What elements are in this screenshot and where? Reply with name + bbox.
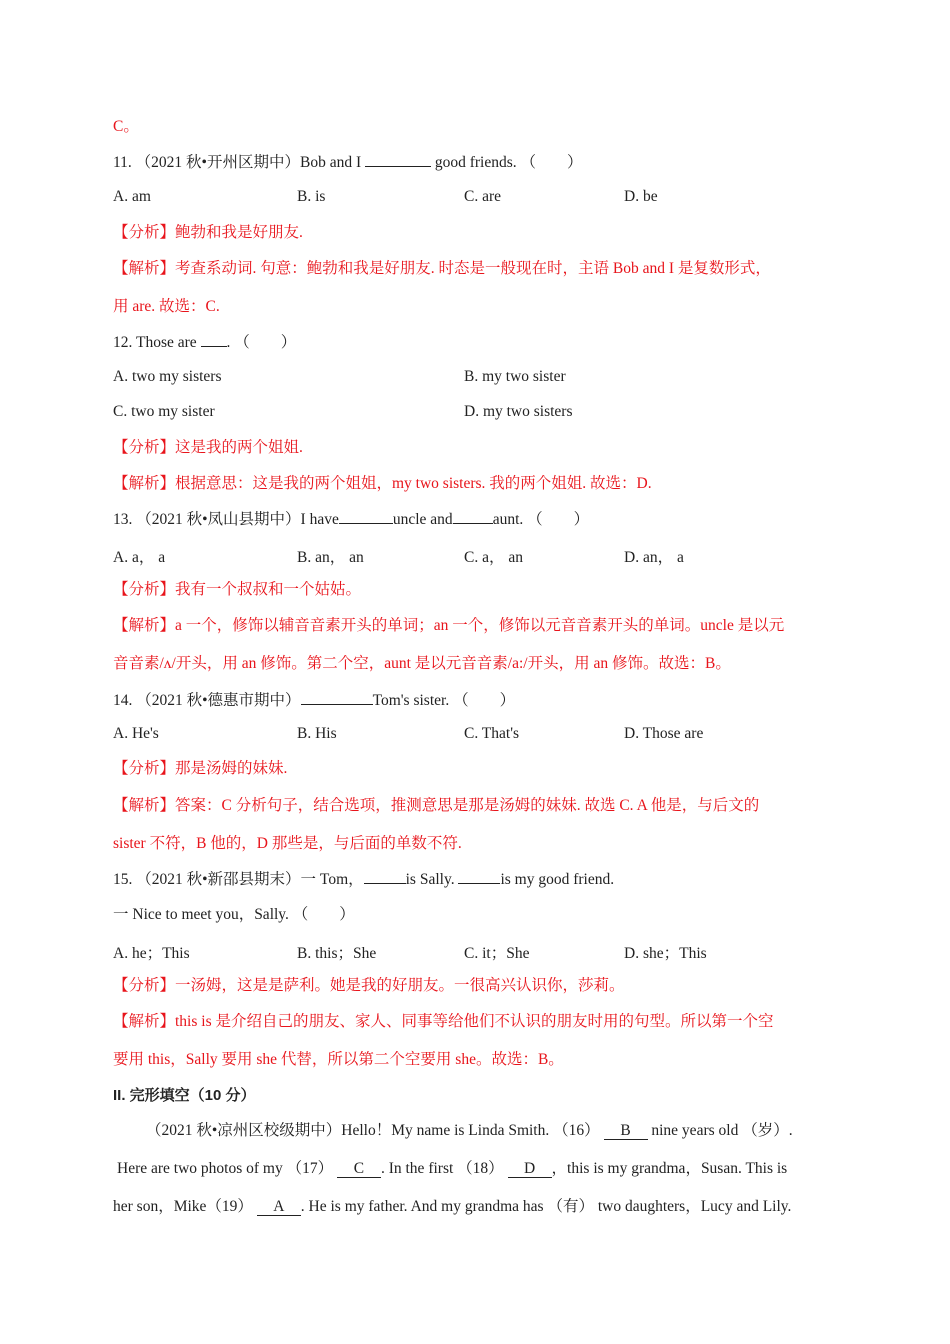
answer-18: D	[508, 1160, 552, 1178]
q12-option-c: C. two my sister	[113, 403, 215, 420]
q15-analysis: 【分析】一汤姆，这是是萨利。她是我的好朋友。一很高兴认识你，莎莉。	[113, 977, 625, 994]
q11-solution-line1: 【解析】考查系动词. 句意：鲍勃和我是好朋友. 时态是一般现在时，主语 Bob and I 是复数形式，	[113, 260, 771, 277]
q14-option-b: B. His	[297, 725, 337, 742]
question-11-stem	[113, 152, 583, 173]
q15-blank-2	[458, 869, 500, 884]
q11-option-a: A. am	[113, 188, 151, 205]
q12-stem-start: 12. Those are	[113, 334, 197, 351]
cloze-paragraph-line2	[117, 1159, 787, 1179]
cloze-line3-start: her son，Mike（19）	[113, 1198, 253, 1215]
q14-solution-line1: 【解析】答案：C 分析句子，结合选项，推测意思是那是汤姆的妹妹. 故选 C. A 他是，与后文的	[113, 797, 760, 814]
q11-option-b: B. is	[297, 188, 326, 205]
answer-16: B	[604, 1122, 648, 1140]
q13-stem-start: 13. （2021 秋•凤山县期中）I have	[113, 511, 339, 528]
q12-blank	[201, 332, 227, 347]
q15-option-a: A. he；This	[113, 945, 190, 962]
q13-stem-end: aunt. （ ）	[492, 511, 590, 528]
q15-blank-1	[364, 869, 406, 884]
q12-stem-end: . （ ）	[226, 334, 297, 351]
q11-stem-end: good friends. （ ）	[434, 154, 583, 171]
cloze-paragraph-line1	[146, 1121, 793, 1141]
q14-blank	[301, 690, 373, 705]
q11-analysis: 【分析】鲍勃和我是好朋友.	[113, 224, 303, 241]
q12-analysis: 【分析】这是我的两个姐姐.	[113, 439, 303, 456]
q11-stem-start: 11. （2021 秋•开州区期中）Bob and I	[113, 154, 362, 171]
q12-option-b: B. my two sister	[464, 368, 566, 385]
question-12-stem	[113, 332, 296, 353]
answer-19: A	[257, 1198, 301, 1216]
q15-stem-middle: is Sally.	[405, 871, 455, 888]
q11-option-d: D. be	[624, 188, 658, 205]
q14-analysis: 【分析】那是汤姆的妹妹.	[113, 760, 288, 777]
question-15-stem	[113, 869, 614, 890]
q15-option-b: B. this；She	[297, 945, 377, 962]
q13-option-b: B. an， an	[297, 549, 364, 566]
q13-stem-middle: uncle and	[392, 511, 453, 528]
previous-answer: C。	[113, 118, 139, 135]
q15-stem-end: is my good friend.	[500, 871, 615, 888]
q14-option-c: C. That's	[464, 725, 520, 742]
q11-blank	[365, 152, 431, 167]
q13-blank-2	[453, 509, 493, 524]
q15-solution-line2: 要用 this，Sally 要用 she 代替，所以第二个空要用 she。故选：B。	[113, 1051, 564, 1068]
q14-stem-start: 14. （2021 秋•德惠市期中）	[113, 692, 301, 709]
q15-solution-line1: 【解析】this is 是介绍自己的朋友、家人、同事等给他们不认识的朋友时用的句型。所以第一个空	[113, 1013, 774, 1030]
q13-option-c: C. a， an	[464, 549, 523, 566]
q11-solution-line2: 用 are. 故选：C.	[113, 298, 220, 315]
q15-option-d: D. she；This	[624, 945, 707, 962]
cloze-line3-end: . He is my father. And my grandma has （有） two daughters，Lucy and Lily.	[300, 1198, 792, 1215]
q13-solution-line2: 音音素/ʌ/开头，用 an 修饰。第二个空，aunt 是以元音音素/a:/开头，用 an 修饰。故选：B。	[113, 655, 731, 672]
q14-stem-end: Tom's sister. （ ）	[372, 692, 516, 709]
cloze-paragraph-line3	[113, 1197, 791, 1217]
section-2-title: II. 完形填空（10 分）	[113, 1087, 256, 1104]
q15-option-c: C. it；She	[464, 945, 530, 962]
q11-option-c: C. are	[464, 188, 502, 205]
cloze-line2-end: ，this is my grandma，Susan. This is	[551, 1160, 788, 1177]
q13-option-a: A. a， a	[113, 549, 166, 566]
question-14-stem	[113, 690, 515, 711]
q13-solution-line1: 【解析】a 一个，修饰以辅音音素开头的单词；an 一个，修饰以元音音素开头的单词。uncle 是以元	[113, 617, 785, 634]
cloze-line1-start: （2021 秋•凉州区校级期中）Hello！My name is Linda Smith. （16）	[146, 1122, 600, 1139]
cloze-line1-end: nine years old （岁）.	[651, 1122, 793, 1139]
q12-option-a: A. two my sisters	[113, 368, 222, 385]
q12-solution: 【解析】根据意思：这是我的两个姐姐，my two sisters. 我的两个姐姐. 故选：D.	[113, 475, 652, 492]
answer-17: C	[337, 1160, 381, 1178]
q14-option-d: D. Those are	[624, 725, 704, 742]
q13-option-d: D. an， a	[624, 549, 684, 566]
q15-stem-start: 15. （2021 秋•新邵县期末）一 Tom，	[113, 871, 364, 888]
q14-option-a: A. He's	[113, 725, 159, 742]
question-13-stem	[113, 509, 589, 530]
q14-solution-line2: sister 不符，B 他的，D 那些是，与后面的单数不符.	[113, 835, 462, 852]
cloze-line2-start: Here are two photos of my （17）	[117, 1160, 334, 1177]
q13-analysis: 【分析】我有一个叔叔和一个姑姑。	[113, 581, 362, 598]
q12-option-d: D. my two sisters	[464, 403, 573, 420]
q15-stem-line2: 一 Nice to meet you，Sally. （ ）	[113, 906, 355, 923]
q13-blank-1	[339, 509, 393, 524]
cloze-line2-middle: . In the first （18）	[380, 1160, 504, 1177]
